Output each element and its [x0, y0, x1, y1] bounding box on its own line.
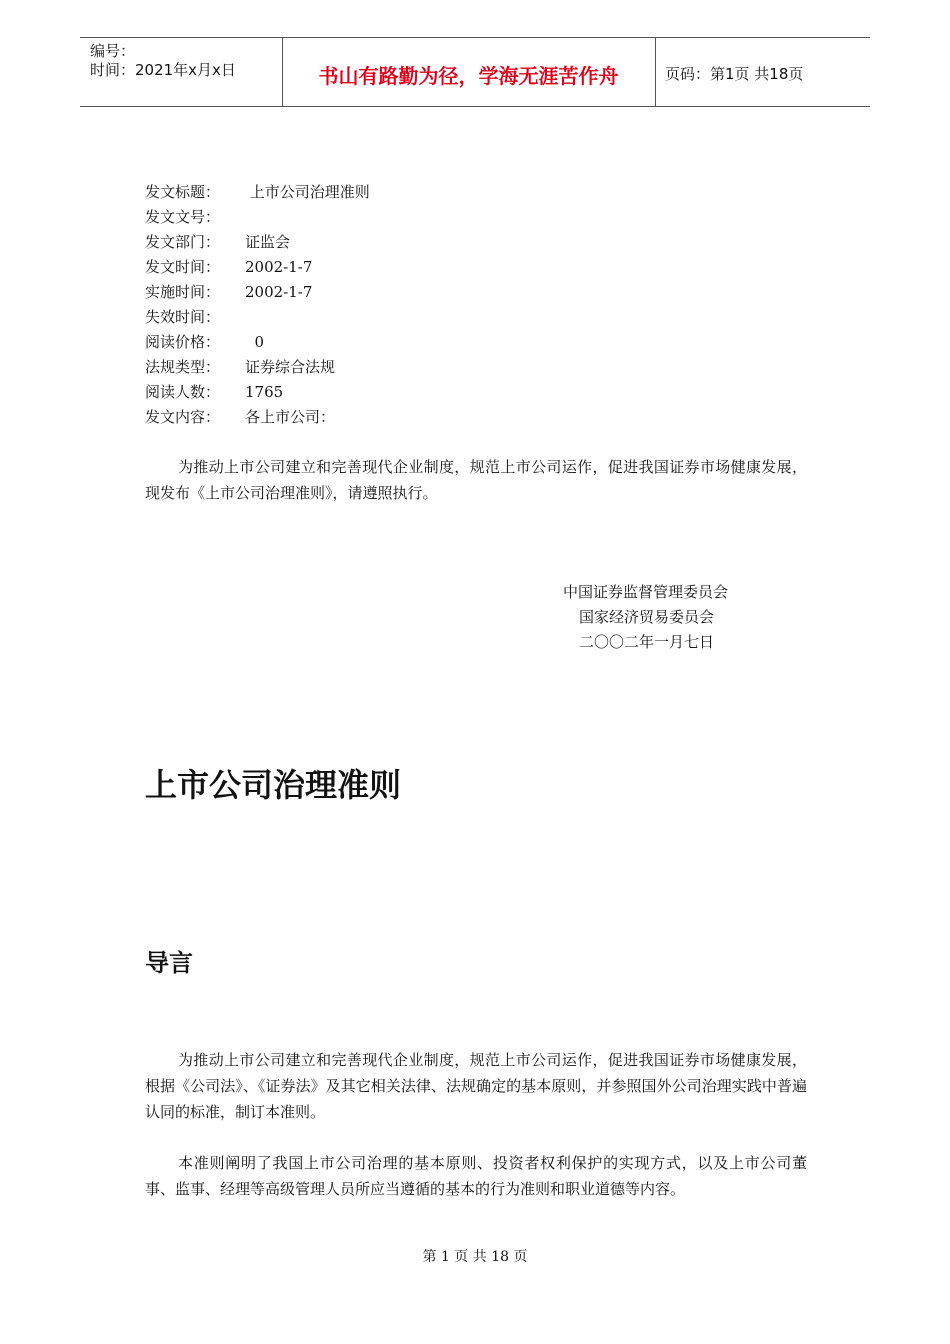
- header-motto: 书山有路勤为径，学海无涯苦作舟: [318, 64, 619, 88]
- meta-row: [145, 380, 370, 405]
- meta-value: 0: [245, 333, 265, 351]
- page-header: [80, 37, 870, 107]
- intro-heading: 导言: [145, 949, 193, 977]
- signature-date: 二〇〇二年一月七日: [579, 633, 715, 651]
- meta-row: [145, 180, 370, 205]
- meta-value: 证监会: [245, 233, 291, 251]
- document-title: 上市公司治理准则: [145, 766, 402, 804]
- document-number-label: 编号：: [90, 42, 136, 60]
- meta-label: 失效时间：: [145, 308, 221, 326]
- meta-label: 阅读价格：: [145, 333, 221, 351]
- meta-label: 实施时间：: [145, 283, 221, 301]
- meta-row: [145, 355, 370, 380]
- header-page-info: 页码：第1页 共18页: [665, 65, 804, 83]
- meta-value: 2002-1-7: [245, 283, 313, 301]
- meta-label: 发文部门：: [145, 233, 221, 251]
- meta-label: 发文内容：: [145, 408, 221, 426]
- document-time-label: 时间：2021年x月x日: [90, 61, 236, 79]
- meta-row: [145, 405, 370, 430]
- meta-row: [145, 330, 370, 355]
- signature-org-1: 中国证券监督管理委员会: [563, 583, 729, 601]
- meta-value: 2002-1-7: [245, 258, 313, 276]
- meta-label: 发文文号：: [145, 208, 221, 226]
- signature-org-2: 国家经济贸易委员会: [579, 608, 715, 626]
- header-right-cell: [655, 38, 870, 106]
- signature-block: [563, 580, 728, 655]
- page-footer: 第 1 页 共 18 页: [422, 1249, 528, 1265]
- notice-paragraph: 为推动上市公司建立和完善现代企业制度，规范上市公司运作，促进我国证券市场健康发展，现发布《上市公司治理准则》，请遵照执行。: [145, 458, 807, 502]
- intro-paragraph-1: 为推动上市公司建立和完善现代企业制度，规范上市公司运作，促进我国证券市场健康发展，根据《公司法》、《证券法》及其它相关法律、法规确定的基本原则，并参照国外公司治理实践中普遍认同的标准，制订本准则。: [145, 1051, 807, 1121]
- meta-value: 上市公司治理准则: [245, 183, 370, 201]
- intro-paragraph-2: 本准则阐明了我国上市公司治理的基本原则、投资者权利保护的实现方式，以及上市公司董事、监事、经理等高级管理人员所应当遵循的基本的行为准则和职业道德等内容。: [145, 1154, 807, 1198]
- meta-label: 阅读人数：: [145, 383, 221, 401]
- header-middle-cell: [282, 38, 656, 106]
- meta-label: 发文时间：: [145, 258, 221, 276]
- meta-row: [145, 230, 370, 255]
- meta-value: 各上市公司：: [245, 408, 336, 426]
- meta-row: [145, 280, 370, 305]
- meta-value: 证券综合法规: [245, 358, 336, 376]
- meta-label: 发文标题：: [145, 183, 221, 201]
- meta-row: [145, 255, 370, 280]
- meta-row: [145, 305, 370, 330]
- meta-row: [145, 205, 370, 230]
- meta-value: 1765: [245, 383, 284, 401]
- header-left-cell: [80, 38, 283, 106]
- document-metadata: [145, 180, 370, 430]
- meta-label: 法规类型：: [145, 358, 221, 376]
